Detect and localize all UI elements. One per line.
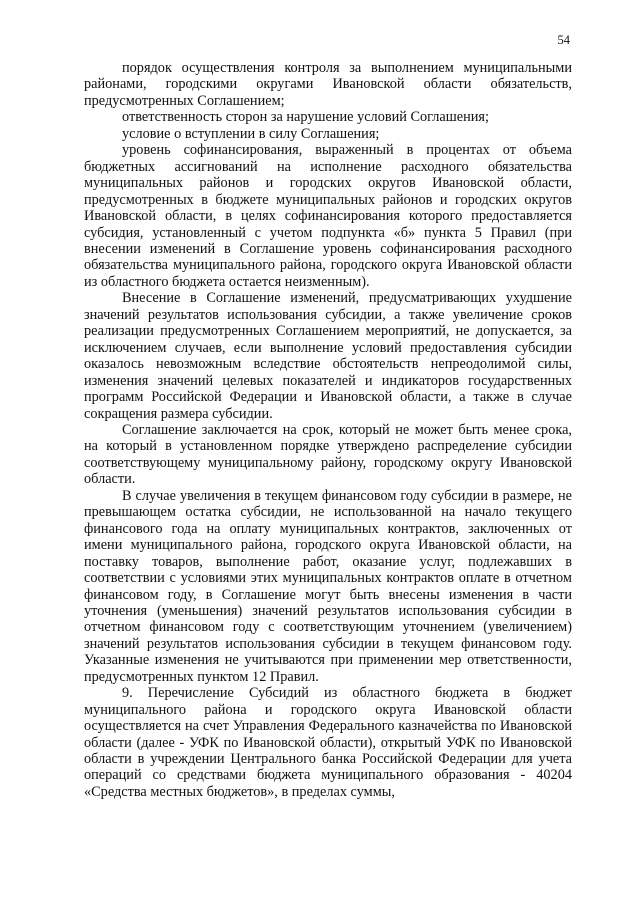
document-body [84,60,572,800]
paragraph-cofinancing-level: уровень софинансирования, выраженный в процентах от объема бюджетных ассигнований на исполнение расходного обязательства муниципальных районов и городских округов Ивановской области, предусмотренных в бюджете муниципальных районов и городских округов Ивановской области, в целях софинансирования которого предоставляется субсидия, установленный с учетом подпункта «б» пункта 5 Правил (при внесении изменений в Соглашение уровень софинансирования расходного обязательства муниципального района, городского округа Ивановской области из областного бюджета остается неизменным). [84,142,572,290]
paragraph-entry-into-force: условие о вступлении в силу Соглашения; [122,125,380,142]
paragraph-control-procedure: порядок осуществления контроля за выполнением муниципальными районами, городскими округами Ивановской области обязательств, предусмотренных Соглашением; [84,60,572,109]
paragraph-agreement-term: Соглашение заключается на срок, который не может быть менее срока, на который в установленном порядке утверждено распределение субсидии соответствующему муниципальному району, городскому округу Ивановской области. [84,421,572,488]
paragraph-subsidy-transfer: 9. Перечисление Субсидий из областного бюджета в бюджет муниципального района и городского округа Ивановской области осуществляется на счет Управления Федерального казначейства по Ивановской области (далее - УФК по Ивановской области), открытый УФК по Ивановской области в учреждении Центрального банка Российской Федерации для учета операций со средствами бюджета муниципального образования - 40204 «Средства местных бюджетов», в пределах суммы, [84,685,572,800]
paragraph-agreement-amendments: Внесение в Соглашение изменений, предусматривающих ухудшение значений результатов использования субсидии, а также увеличение сроков реализации предусмотренных Соглашением мероприятий, не допускается, за исключением случаев, если выполнение условий предоставления субсидии оказалось невозможным вследствие обстоятельств непреодолимой силы, изменения значений целевых показателей и индикаторов государственных программ Российской Федерации и Ивановской области, а также в случае сокращения размера субсидии. [84,290,572,422]
paragraph-responsibility: ответственность сторон за нарушение условий Соглашения; [122,109,489,126]
paragraph-subsidy-increase: В случае увеличения в текущем финансовом году субсидии в размере, не превышающем остатка субсидии, не использованной на начало текущего финансового года на оплату муниципальных контрактов, заключенных от имени муниципального района, городского округа Ивановской области, на поставку товаров, выполнение работ, оказание услуг, подлежавших в соответствии с условиями этих муниципальных контрактов оплате в отчетном финансовом году, в Соглашение могут быть внесены изменения в части уточнения (уменьшения) значений результатов использования субсидии в отчетном финансовом году с соответствующим уточнением (увеличением) значений результатов использования субсидии в текущем финансовом году. Указанные изменения не учитываются при применении мер ответственности, предусмотренных пунктом 12 Правил. [84,487,572,685]
page-number: 54 [557,33,570,47]
